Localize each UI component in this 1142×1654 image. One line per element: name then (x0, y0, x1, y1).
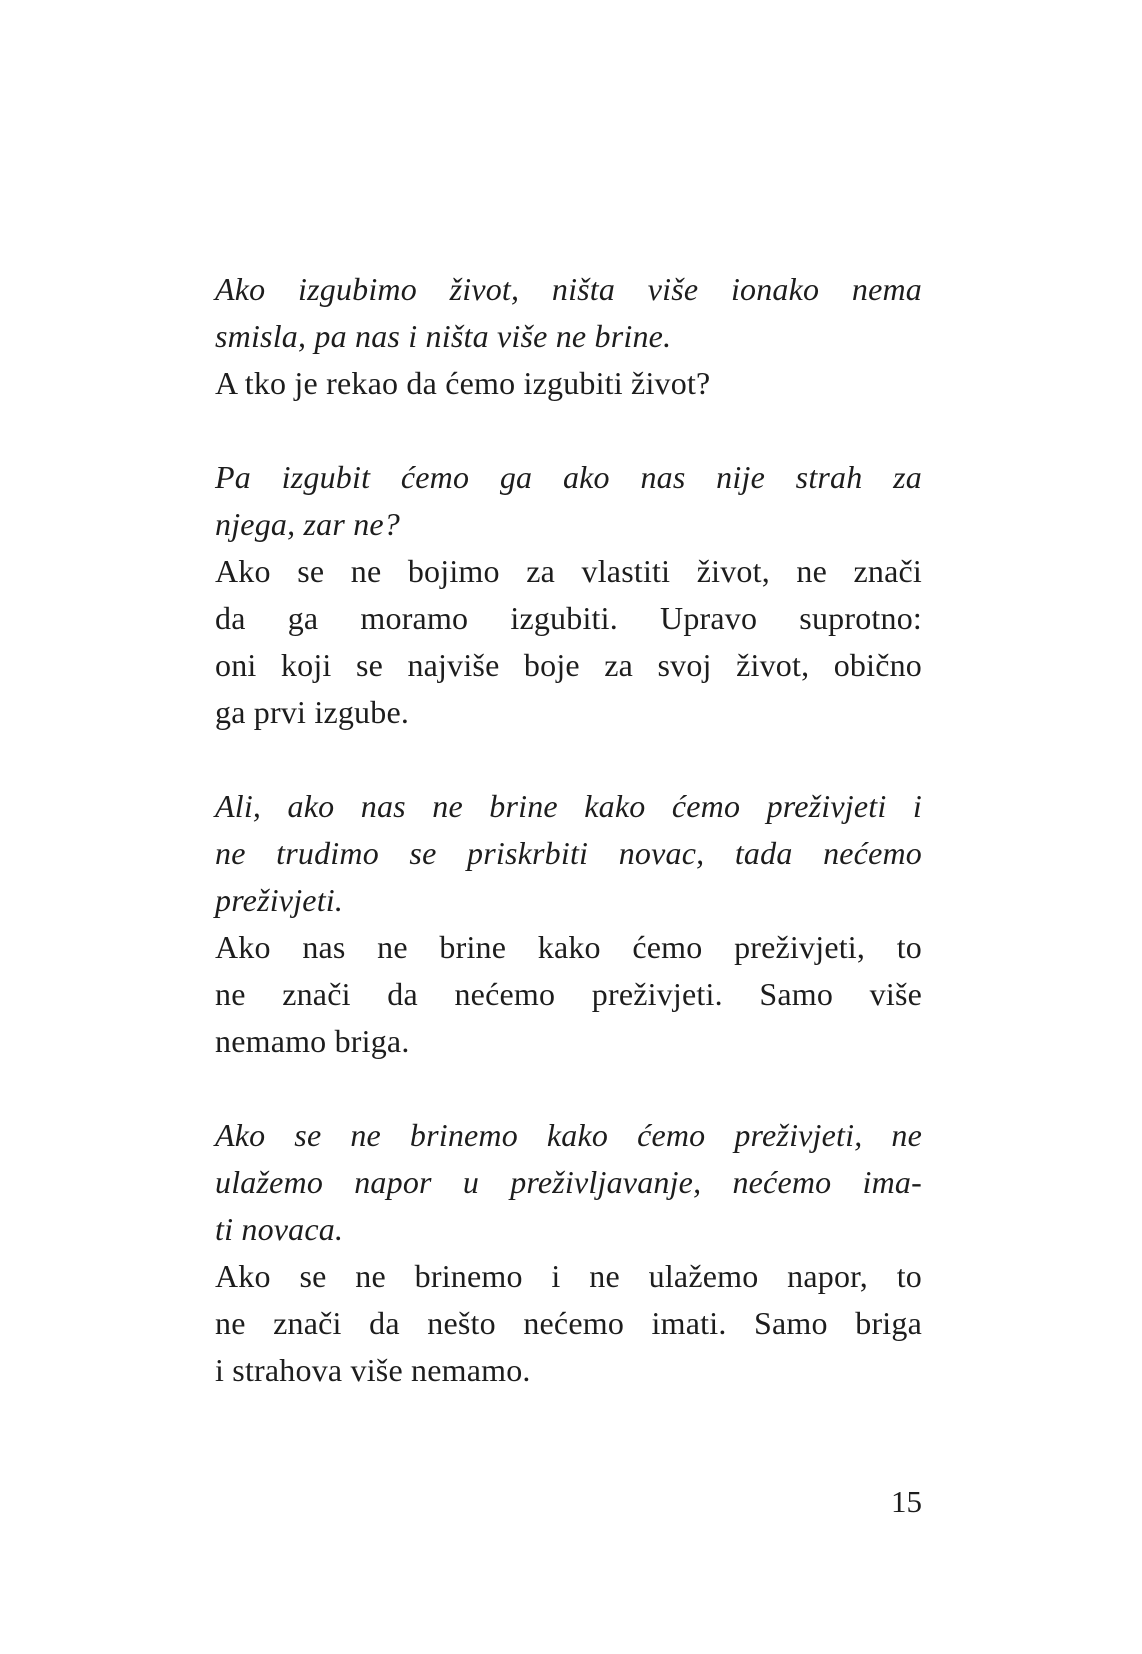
answer-line: Ako se ne bojimo za vlastiti život, ne znači (215, 553, 922, 589)
page-number: 15 (891, 1484, 922, 1519)
answer-line: nemamo briga. (215, 1023, 410, 1059)
question-line: Ali, ako nas ne brine kako ćemo preživjeti i (215, 788, 922, 824)
paragraph-group (215, 266, 922, 407)
question-line: Ako se ne brinemo kako ćemo preživjeti, ne (215, 1117, 922, 1153)
question-line: Ako izgubimo život, ništa više ionako nema (215, 271, 922, 307)
answer-line: Ako se ne brinemo i ne ulažemo napor, to (215, 1258, 922, 1294)
question-line: Pa izgubit ćemo ga ako nas nije strah za (215, 459, 922, 495)
answer-line: ga prvi izgube. (215, 694, 410, 730)
paragraph-group (215, 783, 922, 1065)
question-line: ti novaca. (215, 1211, 344, 1247)
question-line: smisla, pa nas i ništa više ne brine. (215, 318, 672, 354)
question-line: ne trudimo se priskrbiti novac, tada nećemo (215, 835, 922, 871)
paragraph-group (215, 1112, 922, 1394)
paragraph-group (215, 454, 922, 736)
answer-line: i strahova više nemamo. (215, 1352, 531, 1388)
question-line: ulažemo napor u preživljavanje, nećemo ima- (215, 1164, 922, 1200)
question-line: njega, zar ne? (215, 506, 401, 542)
answer-line: ne znači da nešto nećemo imati. Samo briga (215, 1305, 922, 1341)
answer-line: Ako nas ne brine kako ćemo preživjeti, to (215, 929, 922, 965)
answer-line: ne znači da nećemo preživjeti. Samo više (215, 976, 922, 1012)
answer-line: A tko je rekao da ćemo izgubiti život? (215, 365, 711, 401)
answer-line: da ga moramo izgubiti. Upravo suprotno: (215, 600, 922, 636)
body-text (215, 266, 922, 1394)
question-line: preživjeti. (215, 882, 344, 918)
answer-line: oni koji se najviše boje za svoj život, obično (215, 647, 922, 683)
